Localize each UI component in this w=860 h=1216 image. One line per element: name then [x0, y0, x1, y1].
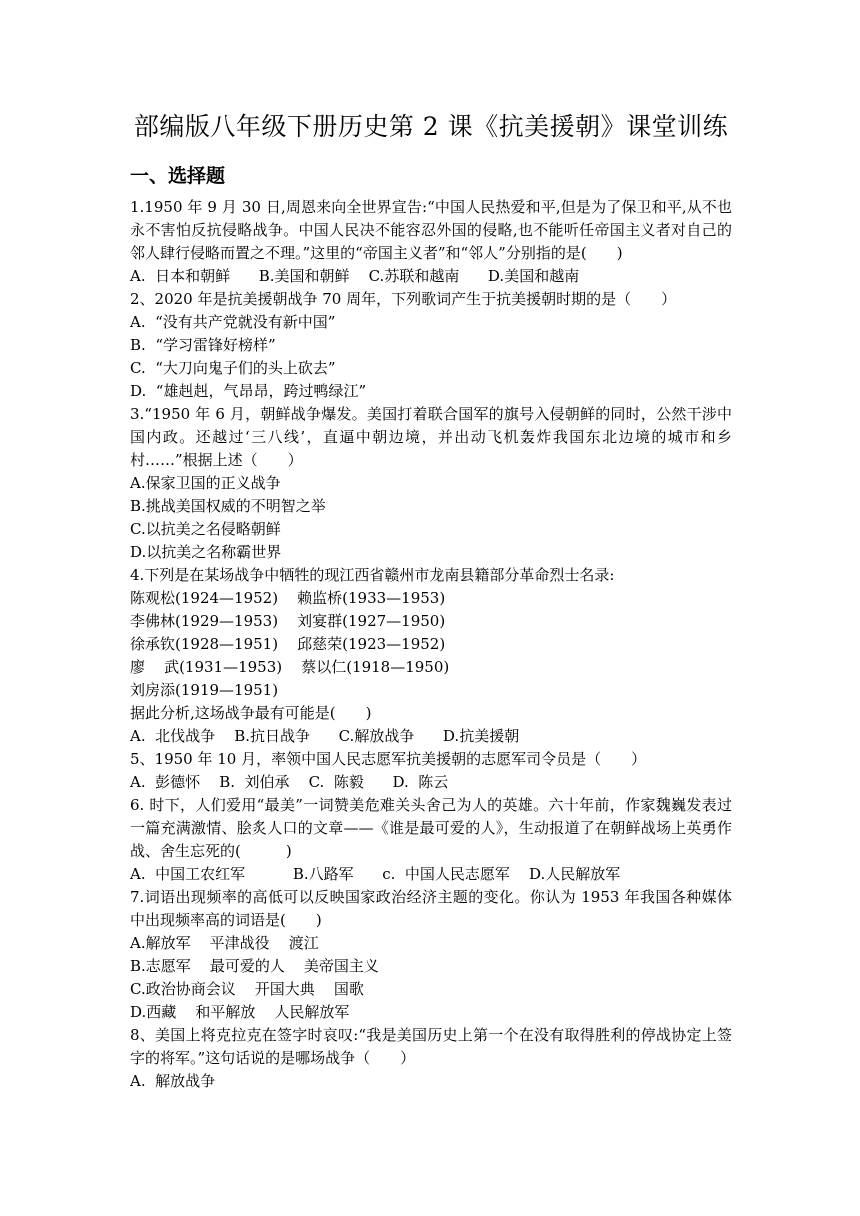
martyr-roster-row: 李佛林(1929—1953) 刘宴群(1927—1950): [130, 612, 446, 630]
question-2-option-c: C. “大刀向鬼子们的头上砍去”: [130, 359, 336, 377]
question-2-option-a: A. “没有共产党就没有新中国”: [130, 313, 336, 331]
question-1: [130, 196, 732, 288]
martyr-roster-row: 刘房添(1919—1951): [130, 681, 279, 699]
question-3-option-b: B.挑战美国权威的不明智之举: [130, 497, 326, 515]
question-1-options: A. 日本和朝鲜 B.美国和朝鲜 C.苏联和越南 D.美国和越南: [130, 267, 580, 285]
question-3-option-a: A.保家卫国的正义战争: [130, 474, 281, 492]
question-2-option-d: D. “雄赳赳，气昂昂，跨过鸭绿江”: [130, 382, 367, 400]
question-8: [130, 1024, 732, 1093]
question-5-options: A. 彭德怀 B. 刘伯承 C. 陈毅 D. 陈云: [130, 773, 449, 791]
question-4: [130, 564, 732, 748]
document-title: 部编版八年级下册历史第 2 课《抗美援朝》课堂训练: [133, 112, 729, 141]
question-7-option-c: C.政治协商会议 开国大典 国歌: [130, 980, 364, 998]
question-2-option-b: B. “学习雷锋好榜样”: [130, 336, 276, 354]
question-2: [130, 288, 732, 403]
question-8-option-a: A. 解放战争: [130, 1072, 216, 1090]
question-6-stem: 6. 时下，人们爱用“最美”一词赞美危难关头舍己为人的英雄。六十年前，作家魏巍发表过一篇充满激情、脍炙人口的文章——《谁是最可爱的人》，生动报道了在朝鲜战场上英勇作战、舍生忘死的( ): [130, 796, 732, 860]
question-6-options: A. 中国工农红军 B.八路军 c. 中国人民志愿军 D.人民解放军: [130, 865, 621, 883]
martyr-roster-row: 徐承钦(1928—1951) 邱慈荣(1923—1952): [130, 635, 446, 653]
question-1-stem: 1.1950 年 9 月 30 日,周恩来向全世界宣告:“中国人民热爱和平,但是为了保卫和平,从不也永不害怕反抗侵略战争。中国人民决不能容忍外国的侵略,也不能听任帝国主义者对自己的邻人肆行侵略而置之不理。”这里的“帝国主义者”和“邻人”分别指的是( ): [130, 198, 732, 262]
question-7-option-b: B.志愿军 最可爱的人 美帝国主义: [130, 957, 379, 975]
question-list: [130, 196, 732, 1093]
question-2-stem: 2、2020 年是抗美援朝战争 70 周年，下列歌词产生于抗美援朝时期的是（ ）: [130, 290, 677, 308]
question-5-stem: 5、1950 年 10 月，率领中国人民志愿军抗美援朝的志愿军司令员是（ ）: [130, 750, 647, 768]
question-6: [130, 794, 732, 886]
question-4-stem: 4.下列是在某场战争中牺牲的现江西省赣州市龙南县籍部分革命烈士名录:: [130, 566, 615, 584]
question-4-options: A. 北伐战争 B.抗日战争 C.解放战争 D.抗美援朝: [130, 727, 520, 745]
question-3-stem: 3.“1950 年 6 月，朝鲜战争爆发。美国打着联合国军的旗号入侵朝鲜的同时，公然干涉中国内政。还越过‘三八线’，直逼中朝边境，并出动飞机轰炸我国东北边境的城市和乡村……”根据上述（ ）: [130, 405, 732, 469]
question-3-option-d: D.以抗美之名称霸世界: [130, 543, 282, 561]
question-7-option-d: D.西藏 和平解放 人民解放军: [130, 1003, 350, 1021]
question-3: [130, 403, 732, 564]
question-3-option-c: C.以抗美之名侵略朝鲜: [130, 520, 281, 538]
question-5: [130, 748, 732, 794]
question-7-option-a: A.解放军 平津战役 渡江: [130, 934, 319, 952]
question-7-stem: 7.词语出现频率的高低可以反映国家政治经济主题的变化。你认为 1953 年我国各种媒体中出现频率高的词语是( ): [130, 888, 732, 929]
question-7: [130, 886, 732, 1024]
question-4-question: 据此分析,这场战争最有可能是( ): [130, 704, 372, 722]
question-8-stem: 8、美国上将克拉克在签字时哀叹:“我是美国历史上第一个在没有取得胜利的停战协定上签字的将军。”这句话说的是哪场战争（ ）: [130, 1026, 732, 1067]
martyr-roster-row: 陈观松(1924—1952) 赖监桥(1933—1953): [130, 589, 446, 607]
martyr-roster-row: 廖 武(1931—1953) 蔡以仁(1918—1950): [130, 658, 450, 676]
section-heading: 一、选择题: [130, 165, 226, 187]
